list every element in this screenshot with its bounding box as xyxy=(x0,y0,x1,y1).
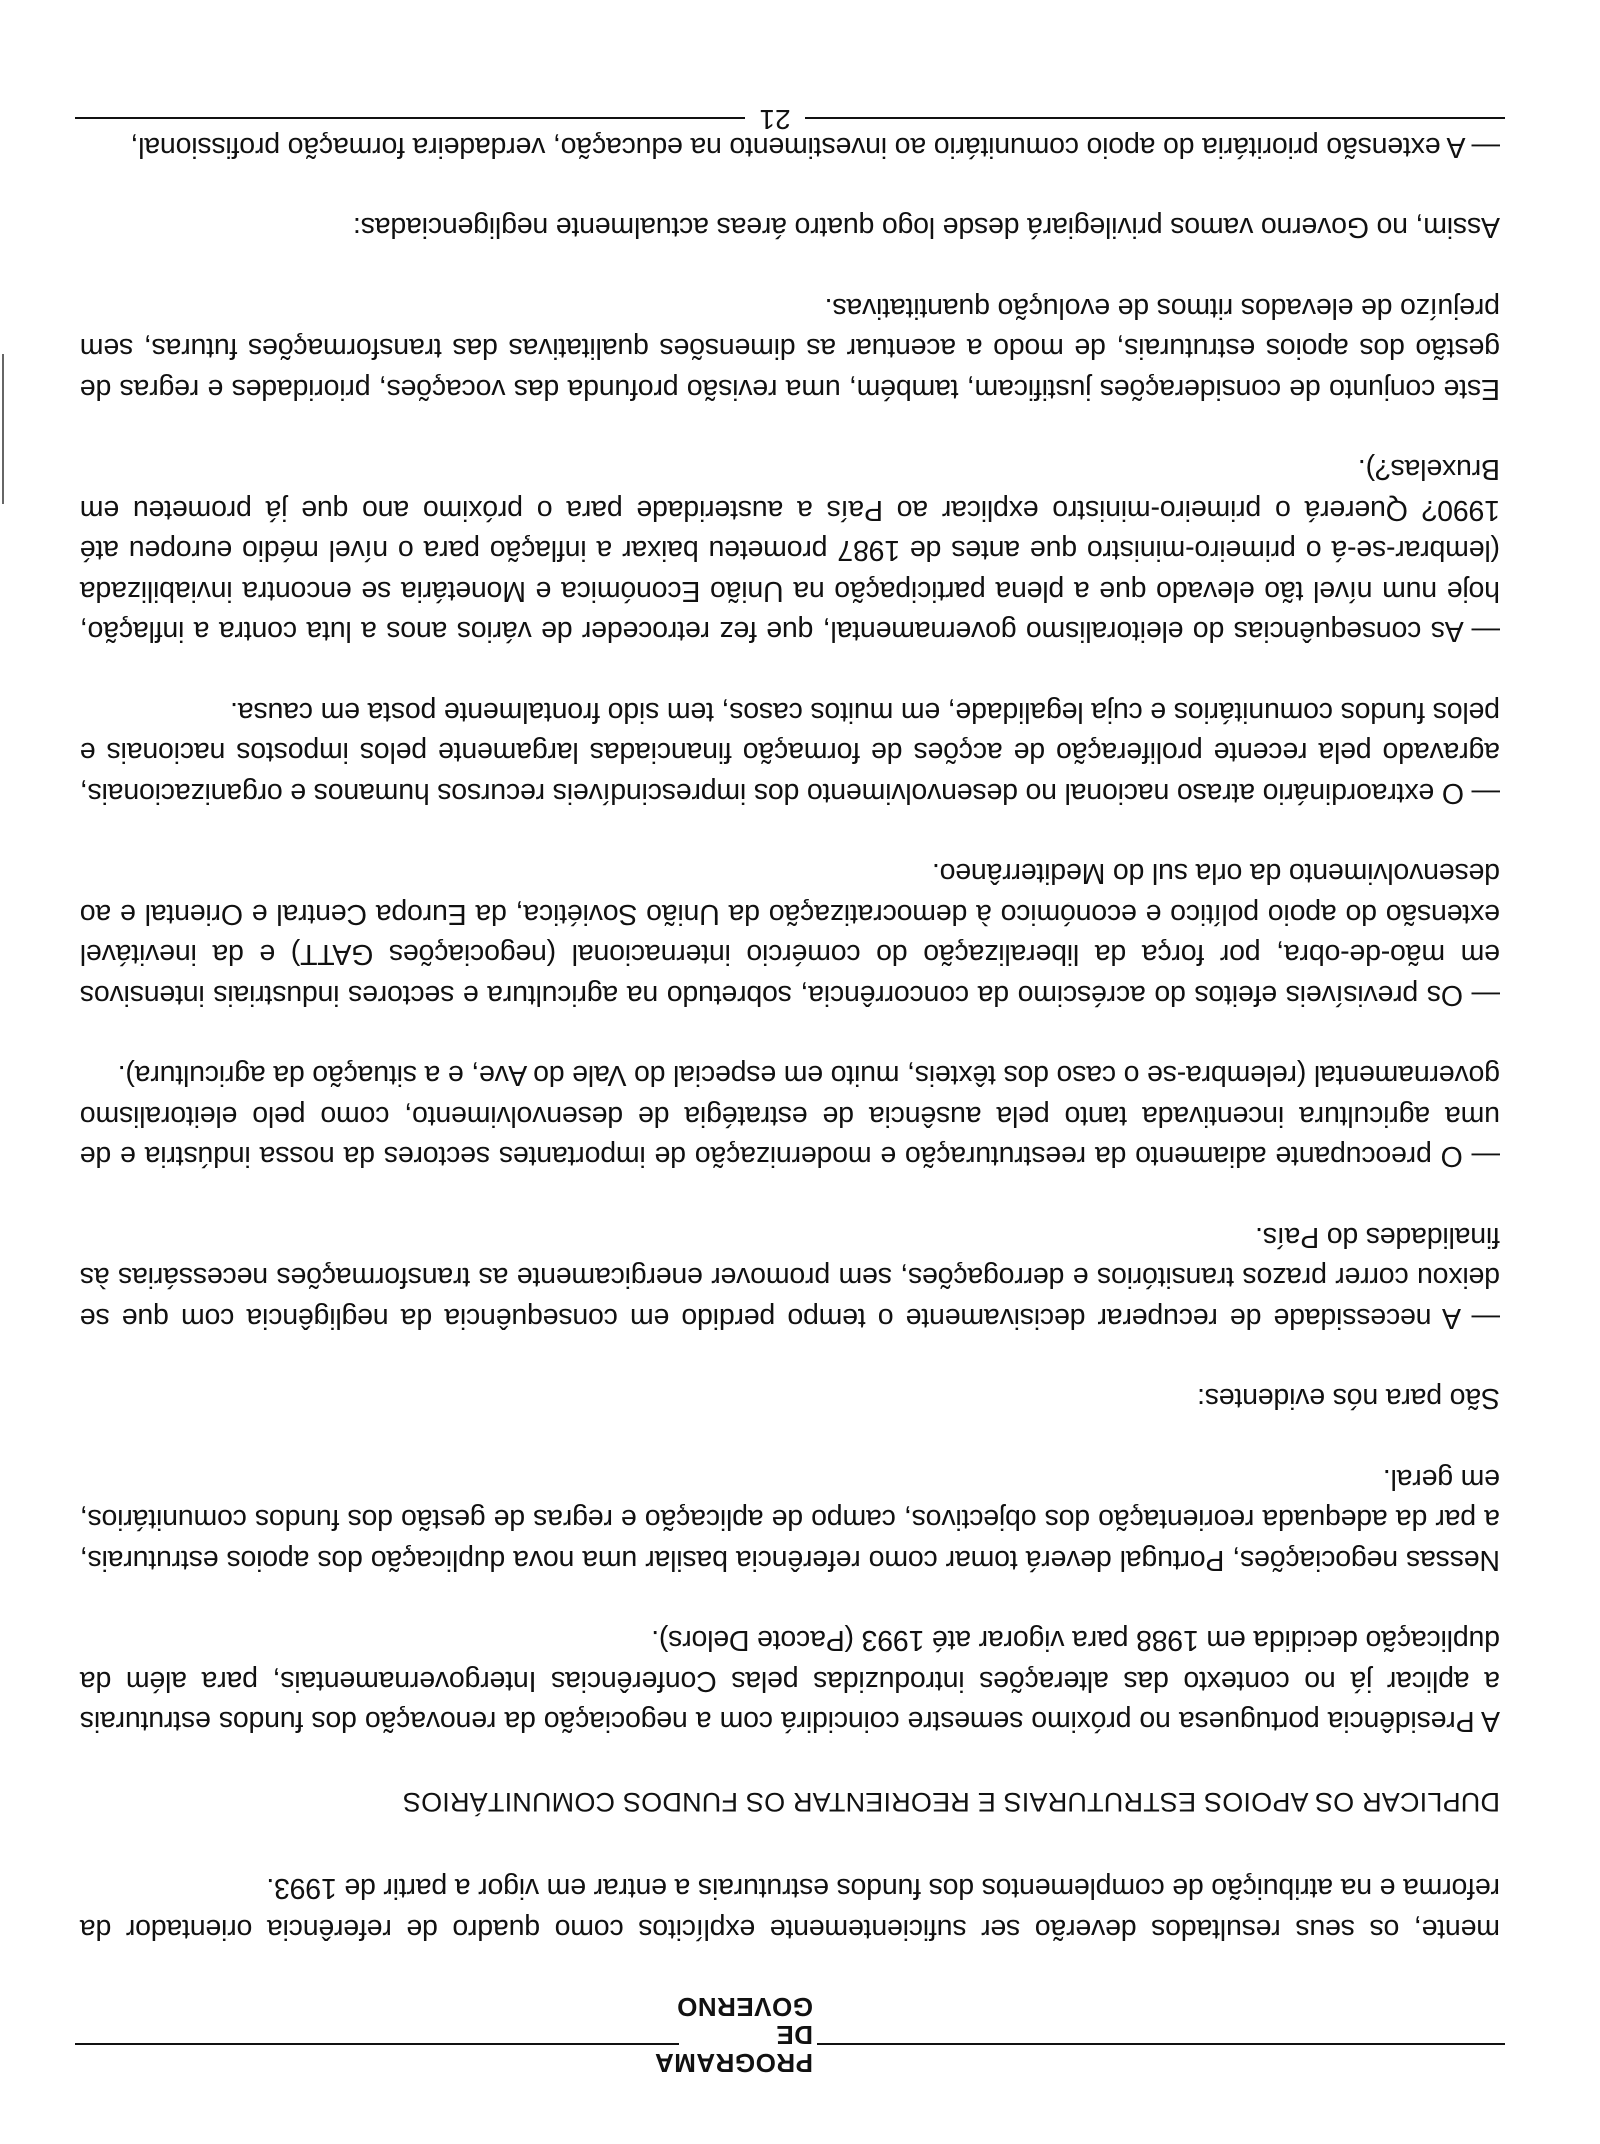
paragraph-continuation: mente, os seus resultados deverão ser suficientemente explícitos como quadro de referência orientador da reforma e na atribuição de complementos dos fundos estruturais a entrar em vigor a partir de 1993. xyxy=(80,1872,1500,1945)
list-item: — A extensão prioritária do apoio comunitário ao investimento na educação, verdadeira formação profissional, xyxy=(130,131,1500,163)
footer-rule-left xyxy=(805,117,1505,119)
paragraph: São para nós evidentes: xyxy=(1197,1382,1500,1415)
program-brand xyxy=(654,1992,813,2078)
brand-line-1: PROGRAMA xyxy=(654,2048,813,2078)
page-number: 21 xyxy=(759,104,791,135)
header-rule-right xyxy=(75,2043,679,2045)
paragraph: Nessas negociações, Portugal deverá tomar como referência basilar uma nova duplicação dos apoios estruturais, a par da adequada reorientação dos objectivos, campo de aplicação e regras de gestão dos fundos comunitários, em geral. xyxy=(80,1463,1500,1576)
page-footer xyxy=(75,99,1505,139)
list-item: — O extraordinário atraso nacional no desenvolvimento dos imprescindíveis recursos humanos e organizacionais, agravado pela recente proliferação de acções de formação financiadas largamente pelos impostos nacionais e pelos fundos comunitários e cuja legalidade, em muitos casos, tem sido frontalmente posta em causa. xyxy=(80,696,1500,809)
section-heading: DUPLICAR OS APOIOS ESTRUTURAIS E REORIENTAR OS FUNDOS COMUNITÁRIOS xyxy=(402,1787,1500,1817)
paragraph: Assim, no Governo vamos privilegiará desde logo quatro áreas actualmente negligenciadas: xyxy=(353,211,1500,244)
brand-line-2: DE GOVERNO xyxy=(676,1992,813,2050)
paragraph: A Presidência portuguesa no próximo semestre coincidirá com a negociação da renovação dos fundos estruturais a aplicar já no contexto das alterações introduzidas pelas Conferências Intergovernamentais, para além da duplicação decidida em 1988 para vigorar até 1993 (Pacote Delors). xyxy=(80,1624,1500,1738)
list-item: — A necessidade de recuperar decisivamente o tempo perdido em consequência da negligência com que se deixou correr prazos transitórios e derrogações, sem promover energicamente as transformações necessárias às finalidades do País. xyxy=(80,1221,1500,1334)
paragraph: Este conjunto de considerações justificam, também, uma revisão profunda das vocações, prioridades e regras de gestão dos apoios estruturais, de modo a acentuar as dimensões qualitativas das transformações futuras, sem prejuízo de elevados ritmos de evolução quantitativas. xyxy=(80,292,1500,405)
header-rule-left xyxy=(817,2043,1505,2045)
footer-rule-right xyxy=(75,117,745,119)
scan-margin-line xyxy=(2,354,4,504)
page-header xyxy=(75,1992,1505,2078)
list-item: — O preocupante adiamento da reestruturação e modernização de importantes sectores da nossa indústria e de uma agricultura incentivada tanto pela ausência de estratégia de desenvolvimento, como pelo eleitoralismo governamental (relembra-se o caso dos têxteis, muito em especial do Vale do Ave, e a situação da agricultura). xyxy=(80,1059,1500,1173)
list-item: — As consequências do eleitoralismo governamental, que fez retroceder de vários anos a luta contra a inflação, hoje num nível tão elevado que a plena participação na União Económica e Monetária se encontra inviabilizada (lembrar-se-á o primeiro-ministro que antes de 1987 prometeu baixar a inflação para o nível médio europeu até 1990? Quererá o primeiro-ministro explicar ao País a austeridade para o próximo ano que já prometeu em Bruxelas?). xyxy=(80,453,1500,648)
body-text xyxy=(80,127,1500,1950)
list-item: — Os previsíveis efeitos do acréscimo da concorrência, sobretudo na agricultura e sectores industriais intensivos em mão-de-obra, por força da liberalização do comércio internacional (negociações GATT) e da inevitável extensão do apoio político e económico à democratização da União Soviética, da Europa Central e Oriental e ao desenvolvimento da orla sul do Mediterrâneo. xyxy=(80,857,1500,1011)
